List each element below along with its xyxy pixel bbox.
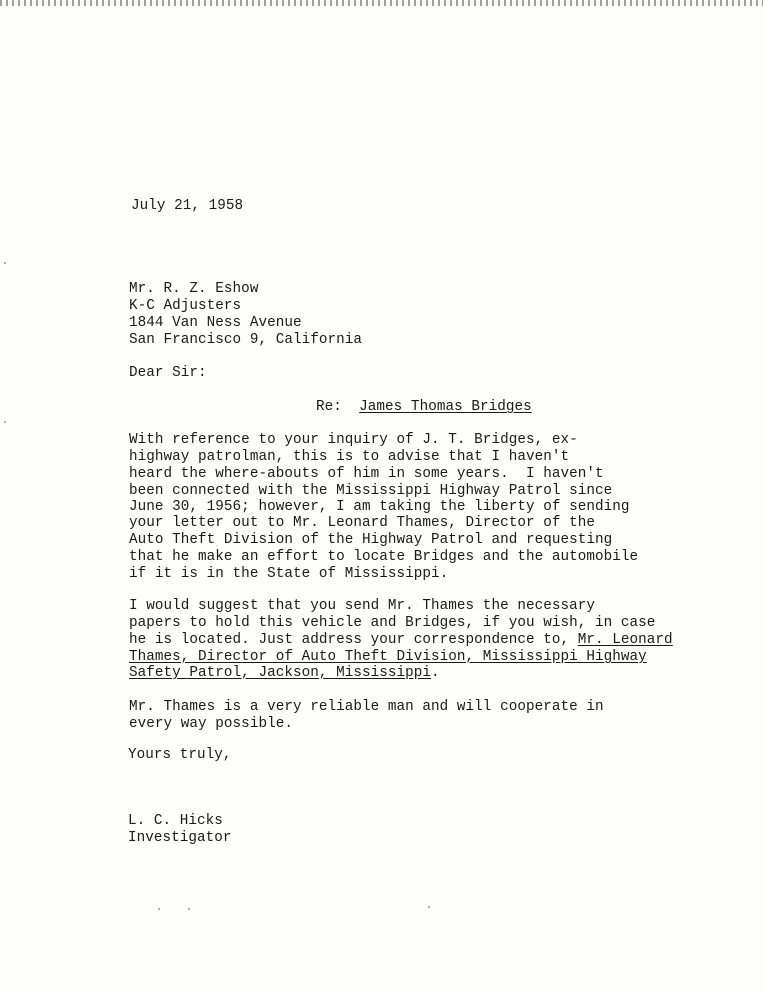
recipient-name: Mr. R. Z. Eshow [129,281,259,297]
paragraph3-line: Mr. Thames is a very reliable man and will cooperate in [129,699,604,715]
re-subject: James Thomas Bridges [359,399,532,415]
recipient-street: 1844 Van Ness Avenue [129,315,302,331]
paragraph1-line: highway patrolman, this is to advise that I haven't [129,449,570,465]
letter-date: July 21, 1958 [131,198,244,214]
paragraph2-line5-underlined: Safety Patrol, Jackson, Mississippi [129,665,432,681]
re-line [316,399,532,416]
paragraph2-line5 [129,665,440,682]
paragraph1-line: With reference to your inquiry of J. T. Bridges, ex- [129,432,578,448]
paragraph2-line5-end: . [431,665,440,681]
scan-speck [4,262,6,264]
paragraph2-line4-underlined: Thames, Director of Auto Theft Division, Mississippi Highway [129,649,647,665]
recipient-company: K-C Adjusters [129,298,242,314]
recipient-city: San Francisco 9, California [129,332,362,348]
paragraph1-line: that he make an effort to locate Bridges and the automobile [129,549,639,565]
signer-title: Investigator [128,830,232,846]
paragraph2-line3-text: he is located. Just address your correspondence to, [129,632,578,648]
paragraph1-line: June 30, 1956; however, I am taking the liberty of sending [129,499,630,515]
page-top-edge [0,0,763,6]
scan-speck [428,906,430,908]
paragraph3-line: every way possible. [129,716,293,732]
signer-name: L. C. Hicks [128,813,223,829]
closing: Yours truly, [128,747,232,763]
paragraph1-line: your letter out to Mr. Leonard Thames, Director of the [129,515,595,531]
salutation: Dear Sir: [129,365,207,381]
paragraph1-line: if it is in the State of Mississippi. [129,566,449,582]
re-label: Re: [316,399,342,415]
paragraph2-line1: I would suggest that you send Mr. Thames the necessary [129,598,595,614]
paragraph2-line4 [129,649,647,666]
paragraph2-line2: papers to hold this vehicle and Bridges, if you wish, in case [129,615,656,631]
paragraph2-line3-underlined: Mr. Leonard [577,632,673,648]
paragraph1-line: heard the where-abouts of him in some years. I haven't [129,466,604,482]
scan-speck [158,908,160,910]
paragraph1-line: Auto Theft Division of the Highway Patrol and requesting [129,532,613,548]
scan-speck [188,908,190,910]
paragraph1-line: been connected with the Mississippi Highway Patrol since [129,483,613,499]
scan-speck [4,421,6,423]
paragraph2-line3 [129,632,673,649]
